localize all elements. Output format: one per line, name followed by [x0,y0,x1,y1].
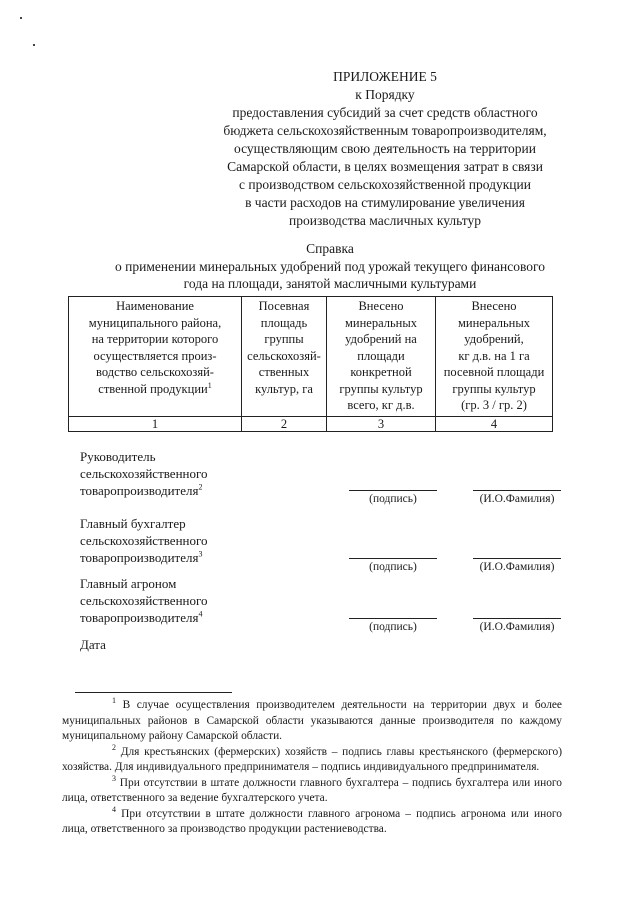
footnote-ref: 2 [198,482,203,492]
header-fertilizer-per-ha: Внесено минеральных удобрений, кг д.в. на 1 га посевной площади группы культур (гр. 3 / гр. 2) [436,297,553,417]
scan-speck [20,17,22,19]
signature-field[interactable]: (подпись) [349,558,437,575]
column-number: 2 [242,417,327,432]
annex-line: осуществляющим свою деятельность на территории [234,141,536,156]
footnote-separator [75,692,232,693]
header-sown-area: Посевная площадь группы сельскохозяй- ственных культур, га [242,297,327,417]
table-row [69,417,553,432]
signature-role-agronomist: Главный агроном сельскохозяйственного товаропроизводителя$^4$ [80,576,208,625]
scan-speck [33,44,35,46]
annex-title: ПРИЛОЖЕНИЕ 5 [333,69,437,84]
fertilizer-table [68,296,553,432]
annex-line: бюджета сельскохозяйственным товаропроизводителям, [223,123,547,138]
footnote: $^4$ При отсутствии в штате должности главного агронома – подпись агронома или иного лица, ответственного за производство продукции растениеводства. [62,804,562,835]
certificate-line: о применении минеральных удобрений под урожай текущего финансового [115,258,545,274]
certificate-line: года на площади, занятой масличными культурами [183,276,477,291]
header-district: Наименование муниципального района, на территории которого осуществляется произ- водство сельскохозяй- ственной продукции$^1$ [69,297,242,417]
footnotes [62,698,562,838]
footnote-mark: 2 [112,742,116,752]
date-label: Дата [80,637,106,652]
column-number: 3 [327,417,436,432]
footnote-mark: 3 [112,773,116,783]
annex-line: производства масличных культур [289,213,481,228]
name-field[interactable]: (И.О.Фамилия) [473,618,561,635]
header-fertilizer-total: Внесено минеральных удобрений на площади конкретной группы культур всего, кг д.в. [327,297,436,417]
signature-field[interactable]: (подпись) [349,618,437,635]
annex-subtitle: к Порядку [355,87,415,102]
annex-line: Самарской области, в целях возмещения затрат в связи [227,159,543,174]
certificate-heading [40,240,620,293]
footnote: $^1$ В случае осуществления производителем деятельности на территории двух и более муниципальных районов в Самарской области указываются данные производителя по каждому муниципальному району Самарской области. [62,696,562,742]
footnote-ref: 4 [198,609,203,619]
footnote-mark: 1 [112,696,116,706]
table-header-row [69,297,553,417]
certificate-title: Справка [306,241,354,256]
annex-line: с производством сельскохозяйственной продукции [239,177,531,192]
footnote: $^3$ При отсутствии в штате должности главного бухгалтера – подпись бухгалтера или иного лица, ответственного за ведение бухгалтерского учета. [62,773,562,804]
column-number: 1 [69,417,242,432]
signature-field[interactable]: (подпись) [349,490,437,507]
footnote: $^2$ Для крестьянских (фермерских) хозяйств – подпись главы крестьянского (фермерского) хозяйства. Для индивидуального предпринимателя – подпись индивидуального предпринимателя. [62,742,562,773]
annex-line: предоставления субсидий за счет средств областного [232,105,538,120]
name-field[interactable]: (И.О.Фамилия) [473,490,561,507]
footnote-ref: 1 [207,380,212,390]
footnote-ref: 3 [198,549,203,559]
footnote-mark: 4 [112,804,116,814]
annex-line: в части расходов на стимулирование увеличения [245,195,525,210]
signature-role-accountant: Главный бухгалтер сельскохозяйственного товаропроизводителя$^3$ [80,516,208,565]
signature-role-head: Руководитель сельскохозяйственного товаропроизводителя$^2$ [80,449,208,498]
name-field[interactable]: (И.О.Фамилия) [473,558,561,575]
column-number: 4 [436,417,553,432]
annex-block [190,68,580,230]
